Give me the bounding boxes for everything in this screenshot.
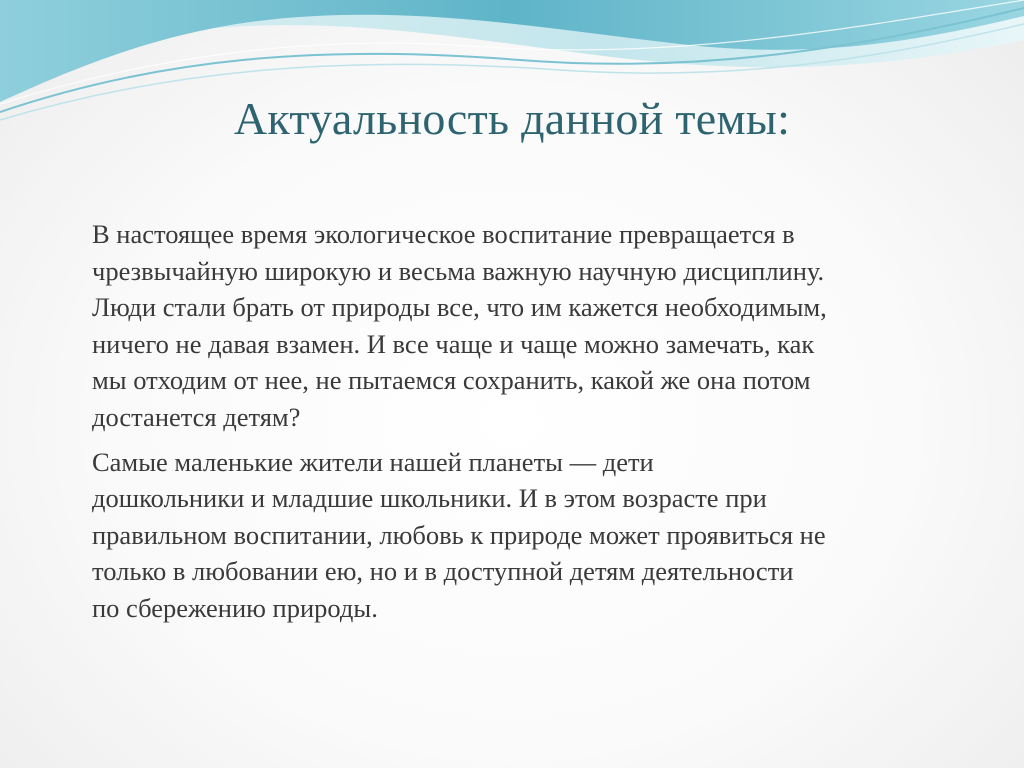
slide-title: Актуальность данной темы: [233,93,791,144]
slide-body [92,216,972,627]
paragraph-1: В настоящее время экологическое воспитание превращается в чрезвычайную широкую и весьма важную научную дисциплину. Люди стали брать от природы все, что им кажется необходимым, ничего не давая взамен. И все чаще и чаще можно замечать, как мы отходим от нее, не пытаемся сохранить, какой же она потом достанется детям? [92,219,827,432]
paragraph-2: Самые маленькие жители нашей планеты — дети дошкольники и младшие школьники. И в этом возрасте при правильном воспитании, любовь к природе может проявиться не только в любовании ею, но и в доступной детям деятельности по сбережению природы. [92,446,826,623]
